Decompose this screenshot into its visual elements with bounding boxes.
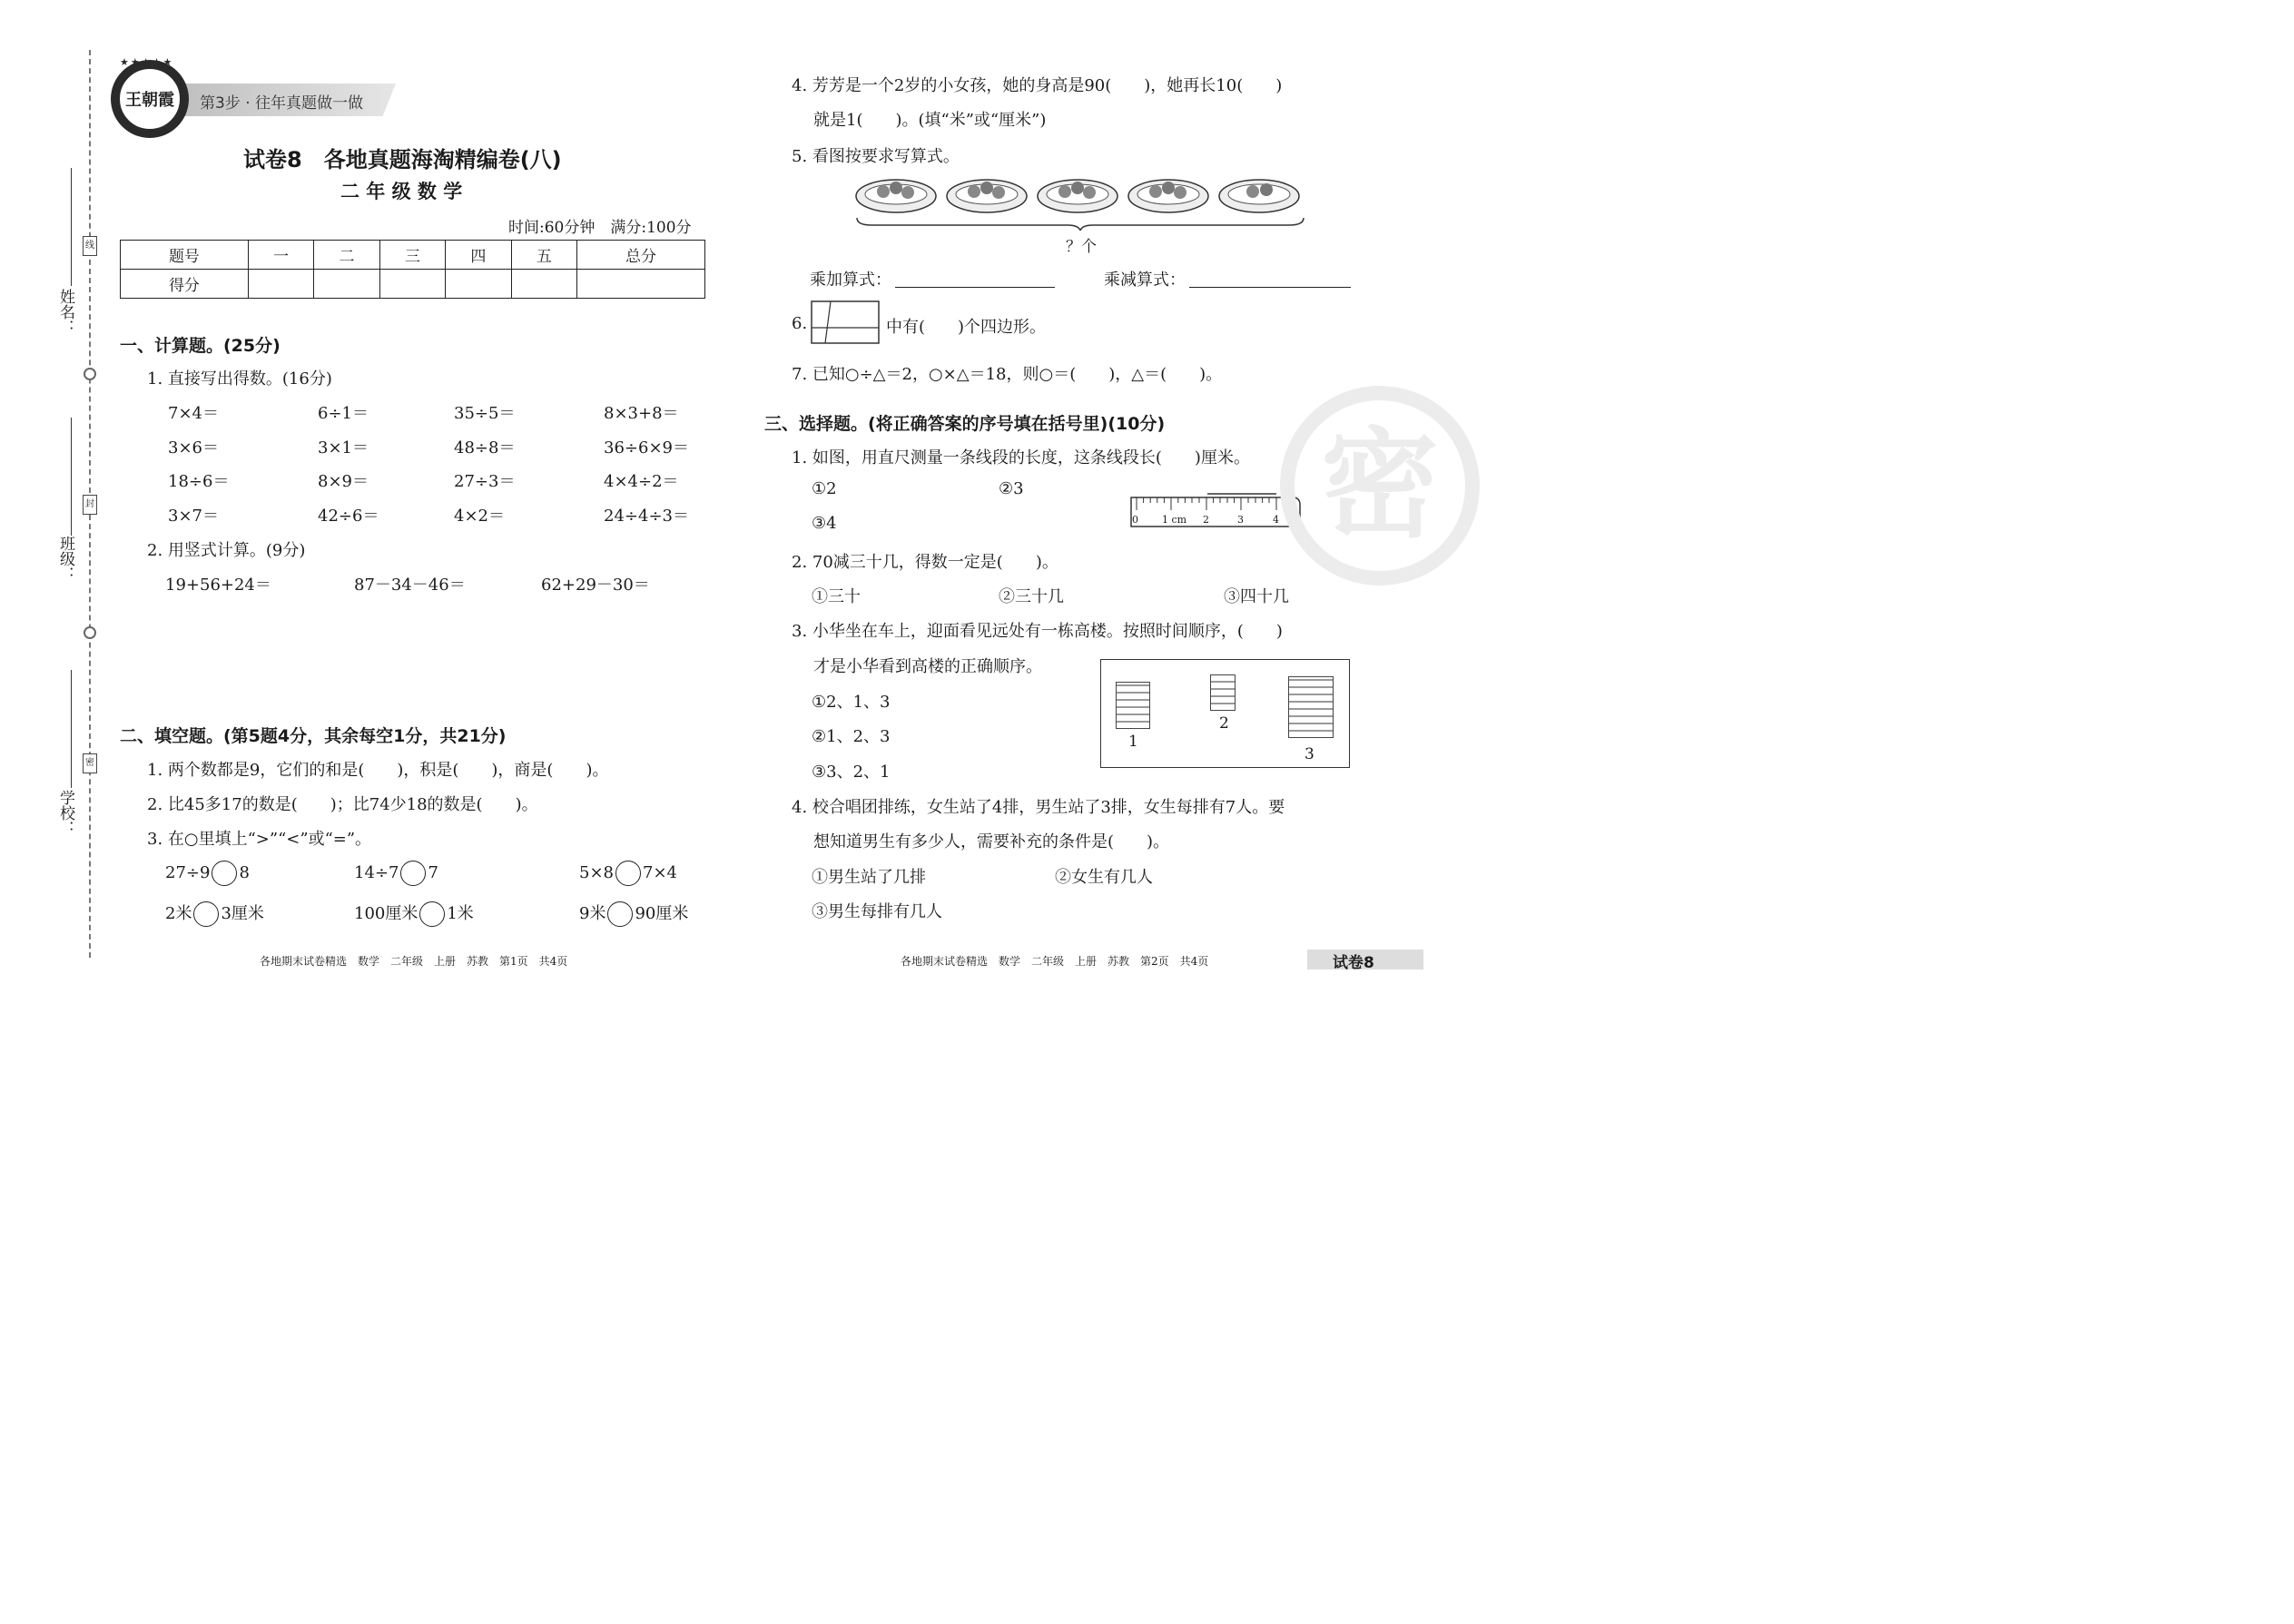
s2-q6-text: 中有( )个四边形。 — [886, 318, 1047, 337]
score-value-row — [121, 270, 705, 299]
binding-hole-1 — [84, 368, 96, 380]
plate-icon — [1219, 180, 1299, 212]
ruler-tick-label: 1 cm — [1162, 514, 1187, 526]
s3-q3-line1: 3. 小华坐在车上，迎面看见远处有一栋高楼。按照时间顺序，( ) — [792, 622, 1283, 641]
plate-icon — [856, 180, 936, 212]
s3-q1-option[interactable]: ①2 — [812, 479, 837, 498]
building-1-icon — [1116, 682, 1150, 729]
plate-icon — [1128, 180, 1208, 212]
score-cell[interactable] — [379, 270, 445, 299]
calc-item: 42÷6＝ — [318, 507, 379, 526]
s2-q4-line2: 就是1( )。(填“米”或“厘米”) — [813, 111, 1047, 130]
s3-q3-option[interactable]: ③3、2、1 — [812, 763, 891, 782]
vertical-calc-item: 87－34－46＝ — [354, 576, 466, 595]
s2-q6-number: 6. — [792, 314, 808, 333]
logo-stars-icon: ★★★★★ — [120, 56, 174, 68]
compare-circle[interactable] — [615, 861, 641, 886]
s2-q2: 2. 比45多17的数是( )；比74少18的数是( )。 — [147, 795, 538, 814]
step-label: 第3步 · 往年真题做一做 — [200, 94, 364, 113]
score-cell[interactable] — [511, 270, 576, 299]
compare-item — [165, 901, 264, 927]
score-table — [120, 240, 705, 299]
s2-q5: 5. 看图按要求写算式。 — [792, 147, 960, 166]
mult-sub-label: 乘减算式： — [1104, 271, 1186, 290]
s3-q4-option[interactable]: ①男生站了几排 — [812, 868, 926, 887]
buildings-figure — [1100, 659, 1350, 768]
building-label: 1 — [1128, 733, 1138, 751]
school-field[interactable] — [71, 670, 72, 788]
calc-item: 7×4＝ — [168, 404, 219, 423]
calc-item: 36÷6×9＝ — [604, 438, 689, 458]
s1-q2-title: 2. 用竖式计算。(9分) — [147, 541, 306, 560]
compare-item — [354, 861, 438, 886]
s3-q4-option[interactable]: ②女生有几人 — [1055, 868, 1153, 887]
compare-item — [579, 901, 688, 927]
strawberry-plates-figure — [853, 174, 1307, 231]
exam-title: 试卷8 各地真题海淘精编卷(八) — [243, 147, 562, 172]
compare-left: 5×8 — [579, 863, 614, 882]
compare-left: 14÷7 — [354, 863, 399, 882]
brace-icon — [857, 218, 1304, 231]
s3-q2-option[interactable]: ①三十 — [812, 587, 861, 606]
calc-item: 35÷5＝ — [454, 404, 516, 423]
compare-circle[interactable] — [193, 901, 219, 927]
calc-item: 3×6＝ — [168, 438, 219, 458]
footer-left: 各地期末试卷精选 数学 二年级 上册 苏教 第1页 共4页 — [260, 955, 568, 968]
s3-q3-option[interactable]: ②1、2、3 — [812, 727, 891, 746]
vertical-calc-item: 62+29－30＝ — [541, 576, 650, 595]
s2-q3: 3. 在○里填上“>”“<”或“=”。 — [147, 830, 372, 849]
calc-item: 8×3+8＝ — [604, 404, 679, 423]
calc-item: 4×4÷2＝ — [604, 472, 679, 491]
class-field[interactable] — [71, 418, 72, 536]
footer-right: 各地期末试卷精选 数学 二年级 上册 苏教 第2页 共4页 — [901, 955, 1209, 968]
section2-heading: 二、填空题。(第5题4分，其余每空1分，共21分) — [120, 726, 507, 746]
compare-circle[interactable] — [607, 901, 633, 927]
mult-add-field[interactable] — [895, 287, 1055, 288]
calc-item: 6÷1＝ — [318, 404, 369, 423]
building-label: 2 — [1219, 714, 1229, 733]
s3-q4-option[interactable]: ③男生每排有几人 — [812, 902, 942, 921]
building-label: 3 — [1305, 745, 1314, 763]
mult-add-label: 乘加算式： — [810, 271, 891, 290]
section3-heading: 三、选择题。(将正确答案的序号填在括号里)(10分) — [764, 414, 1166, 434]
calc-item: 18÷6＝ — [168, 472, 230, 491]
logo-text: 王朝霞 — [118, 67, 182, 131]
calc-item: 27÷3＝ — [454, 472, 516, 491]
plate-icon — [1038, 180, 1117, 212]
compare-left: 2米 — [165, 904, 192, 923]
score-header-cell: 三 — [379, 241, 445, 270]
confidential-watermark: 密 — [1280, 386, 1480, 586]
calc-item: 4×2＝ — [454, 507, 505, 526]
time-info: 时间:60分钟 满分:100分 — [508, 219, 692, 237]
ruler-tick-label: 4 — [1273, 514, 1279, 526]
score-header-cell: 题号 — [121, 241, 249, 270]
binding-hole-2 — [84, 626, 96, 639]
score-cell[interactable] — [314, 270, 379, 299]
seal-char-2: 封 — [83, 495, 97, 515]
s3-q3-option[interactable]: ①2、1、3 — [812, 693, 891, 712]
compare-left: 100厘米 — [354, 904, 418, 923]
section1-heading: 一、计算题。(25分) — [120, 336, 281, 356]
s3-q4-line2: 想知道男生有多少人，需要补充的条件是( )。 — [813, 832, 1170, 851]
compare-right: 7×4 — [643, 863, 677, 882]
plates-caption: ？个 — [1066, 238, 1097, 256]
compare-right: 90厘米 — [635, 904, 689, 923]
compare-item — [354, 901, 474, 927]
calc-item: 8×9＝ — [318, 472, 369, 491]
footer-tag: 试卷8 — [1333, 954, 1374, 972]
s1-q1-title: 1. 直接写出得数。(16分) — [147, 369, 332, 389]
s3-q1-option[interactable]: ②3 — [999, 479, 1024, 498]
ruler-tick-label: 0 — [1132, 514, 1138, 526]
score-header-cell: 总分 — [577, 241, 705, 270]
score-header-row — [121, 241, 705, 270]
compare-circle[interactable] — [212, 861, 237, 886]
score-cell[interactable] — [577, 270, 705, 299]
calc-item: 48÷8＝ — [454, 438, 516, 458]
compare-right: 8 — [239, 863, 250, 882]
s3-q1: 1. 如图，用直尺测量一条线段的长度，这条线段长( )厘米。 — [792, 448, 1250, 468]
s2-q1: 1. 两个数都是9，它们的和是( )，积是( )，商是( )。 — [147, 761, 609, 780]
school-label: 学校： — [56, 790, 74, 836]
brand-logo — [111, 60, 189, 138]
exam-subtitle: 二 年 级 数 学 — [340, 181, 463, 202]
s3-q2-option[interactable]: ②三十几 — [999, 587, 1064, 606]
score-header-cell: 一 — [248, 241, 313, 270]
s2-q7: 7. 已知○÷△＝2，○×△＝18，则○＝( )，△＝( )。 — [792, 365, 1223, 384]
quadrilateral-figure — [811, 300, 881, 346]
score-cell[interactable] — [248, 270, 313, 299]
score-header-cell: 五 — [511, 241, 576, 270]
compare-left: 27÷9 — [165, 863, 211, 882]
score-row-label: 得分 — [121, 270, 249, 299]
score-header-cell: 四 — [446, 241, 511, 270]
building-3-icon — [1288, 676, 1334, 738]
mult-sub-field[interactable] — [1189, 287, 1351, 288]
s3-q4-line1: 4. 校合唱团排练，女生站了4排，男生站了3排，女生每排有7人。要 — [792, 798, 1285, 817]
s3-q3-line2: 才是小华看到高楼的正确顺序。 — [813, 657, 1042, 676]
compare-item — [579, 861, 677, 886]
compare-right: 7 — [428, 863, 438, 882]
s3-q1-option[interactable]: ③4 — [812, 514, 837, 533]
plate-icon — [947, 180, 1027, 212]
compare-item — [165, 861, 250, 886]
compare-circle[interactable] — [419, 901, 445, 927]
vertical-calc-item: 19+56+24＝ — [165, 576, 271, 595]
seal-char-3: 密 — [83, 753, 97, 773]
class-label: 班级： — [56, 536, 74, 582]
score-cell[interactable] — [446, 270, 511, 299]
ruler-tick-label: 3 — [1237, 514, 1244, 526]
name-label: 姓名： — [56, 289, 74, 335]
s2-q4-line1: 4. 芳芳是一个2岁的小女孩，她的身高是90( )，她再长10( ) — [792, 76, 1283, 95]
compare-circle[interactable] — [400, 861, 426, 886]
calc-item: 24÷4÷3＝ — [604, 507, 689, 526]
compare-right: 1米 — [447, 904, 474, 923]
calc-item: 3×1＝ — [318, 438, 369, 458]
ruler-tick-label: 2 — [1203, 514, 1209, 526]
score-header-cell: 二 — [314, 241, 379, 270]
calc-item: 3×7＝ — [168, 507, 219, 526]
s3-q2-option[interactable]: ③四十几 — [1224, 587, 1289, 606]
seal-char-1: 线 — [83, 236, 97, 256]
building-2-icon — [1210, 674, 1236, 711]
compare-right: 3厘米 — [221, 904, 264, 923]
compare-left: 9米 — [579, 904, 606, 923]
s3-q2: 2. 70减三十几，得数一定是( )。 — [792, 553, 1058, 572]
name-field[interactable] — [71, 168, 72, 286]
